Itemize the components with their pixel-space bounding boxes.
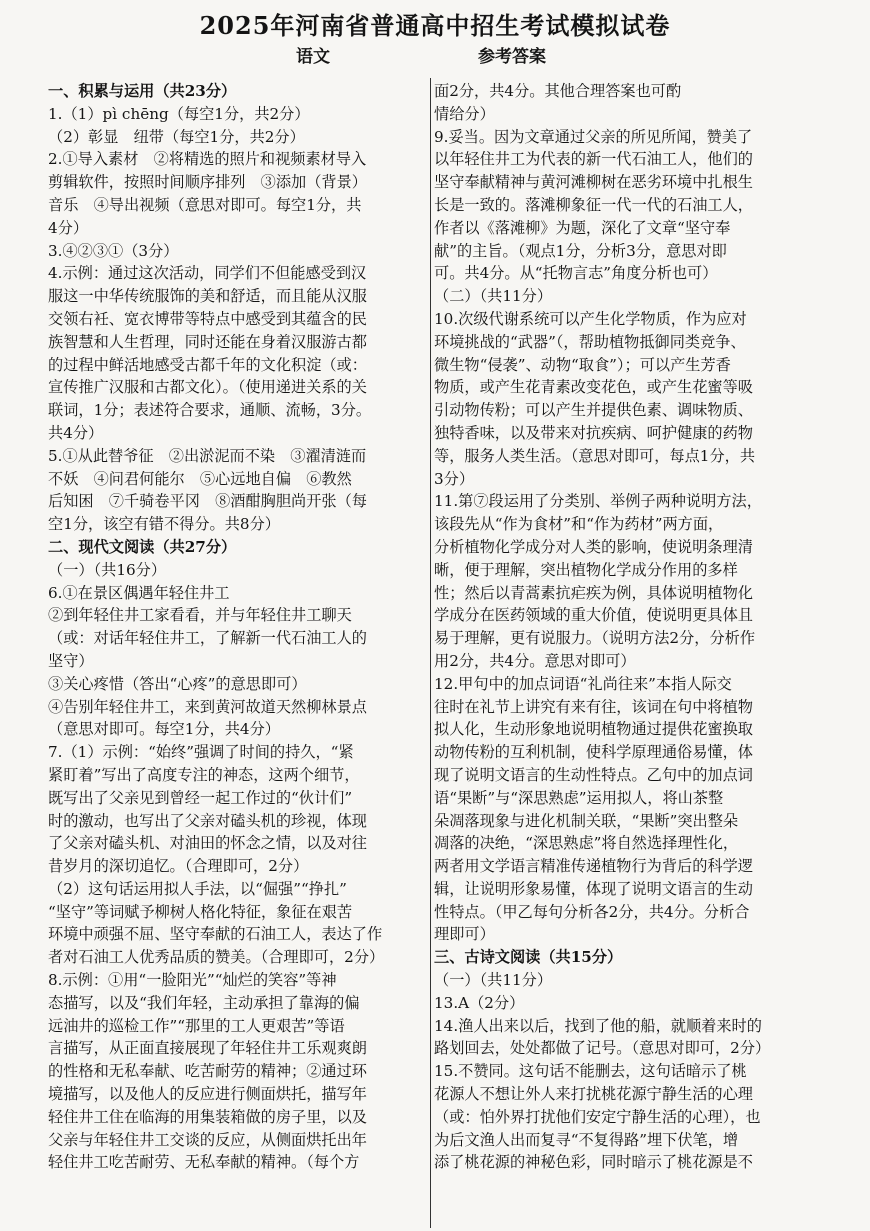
text-line: 为后文渔人出而复寻“不复得路”埋下伏笔，增 [434,1130,739,1149]
text-line: 5.①从此替爷征 ②出淤泥而不染 ③濯清涟而 [48,446,367,465]
text-line: 共4分） [48,423,104,442]
text-line: 空1分，该空有错不得分。共8分） [48,515,280,534]
text-line: 联词，1分；表述符合要求，通顺、流畅，3分。 [48,401,372,420]
text-line: （2）这句话运用拟人手法，以“倔强”“挣扎” [48,879,347,898]
text-line: 10.次级代谢系统可以产生化学物质，作为应对 [434,309,747,328]
text-line: 辑，让说明形象易懂，体现了说明文语言的生动 [434,879,753,898]
text-line: 7.（1）示例：“始终”强调了时间的持久，“紧 [48,743,354,762]
text-line: 易于理解，更有说服力。（说明方法2分，分析作 [434,629,756,648]
text-line: （一）（共16分） [48,560,167,579]
text-line: 分析植物化学成分对人类的影响，使说明条理清 [434,537,753,556]
column-divider [430,78,431,1228]
text-line: 不妖 ④问君何能尔 ⑤心远地自偏 ⑥教然 [48,469,352,488]
text-line: 6.①在景区偶遇年轻住井工 [48,583,230,602]
text-line: 等，服务人类生活。（意思对即可，每点1分，共 [434,446,756,465]
text-line: 态描写，以及“我们年轻，主动承担了靠海的偏 [48,993,360,1012]
text-line: 学成分在医药领域的重大价值，使说明更具体且 [434,606,753,625]
text-line: 13.A（2分） [434,993,525,1012]
text-line: 拟人化，生动形象地说明植物通过提供花蜜换取 [434,720,753,739]
text-line: （或：怕外界打扰他们安定宁静生活的心理），也 [434,1107,761,1126]
text-line: 朵凋落现象与进化机制关联，“果断”突出整朵 [434,811,739,830]
text-line: 可。共4分。从“托物言志”角度分析也可） [434,264,718,283]
text-line: 3分） [434,469,475,488]
text-line: 父亲与年轻住井工交谈的反应，从侧面烘托出年 [48,1130,367,1149]
text-line: 9.妥当。因为文章通过父亲的所见所闻，赞美了 [434,127,753,146]
text-line: 晰，便于理解，突出植物化学成分作用的多样 [434,560,738,579]
text-line: 后知困 ⑦千骑卷平冈 ⑧酒酣胸胆尚开张（每 [48,492,367,511]
left-column [48,80,424,1174]
text-line: （或：对话年轻住井工，了解新一代石油工人的 [48,629,367,648]
text-line: 独特香味，以及带来对抗疾病、呵护健康的药物 [434,423,753,442]
text-line: （二）（共11分） [434,287,553,306]
subject-label: 语文 [296,47,330,67]
text-line: 时的激动，也写出了父亲对磕头机的珍视，体现 [48,811,367,830]
text-line: “坚守”等词赋予柳树人格化特征，象征在艰苦 [48,902,353,921]
text-line: 坚守奉献精神与黄河滩柳树在恶劣环境中扎根生 [434,173,753,192]
text-line: 引动物传粉；可以产生并提供色素、调味物质、 [434,401,753,420]
text-line: 14.渔人出来以后，找到了他的船，就顺着来时的 [434,1016,762,1035]
text-line: 物质，或产生花青素改变花色，或产生花蜜等吸 [434,378,753,397]
text-line: 既写出了父亲见到曾经一起工作过的“伙计们” [48,788,353,807]
text-line: 以年轻住井工为代表的新一代石油工人，他们的 [434,150,753,169]
text-line: 用2分，共4分。意思对即可） [434,651,636,670]
text-line: 环境中顽强不屈、坚守奉献的石油工人，表达了作 [48,925,383,944]
text-line: 轻住井工住在临海的用集装箱做的房子里，以及 [48,1107,367,1126]
text-line: 交领右衽、宽衣博带等特点中感受到其蕴含的民 [48,309,367,328]
text-line: 现了说明文语言的生动性特点。乙句中的加点词 [434,765,753,784]
text-line: 献”的主旨。（观点1分，分析3分，意思对即 [434,241,727,260]
text-line: 凋落的决绝，“深思熟虑”将自然选择理性化， [434,834,739,853]
text-line: 情给分） [434,104,495,123]
text-line: 花源人不想让外人来打扰桃花源宁静生活的心理 [434,1085,753,1104]
text-line: 面2分，共4分。其他合理答案也可酌 [434,82,682,100]
text-line: （2）彰显 纽带（每空1分，共2分） [48,127,305,146]
text-line: 动物传粉的互利机制，使科学原理通俗易懂，体 [434,743,753,762]
text-line: 音乐 ④导出视频（意思对即可。每空1分，共 [48,195,362,214]
text-line: 语“果断”与“深思熟虑”运用拟人，将山茶整 [434,788,724,807]
text-line: 远油井的巡检工作”“那里的工人更艰苦”等语 [48,1016,345,1035]
text-line: 3.④②③①（3分） [48,241,179,260]
right-column [434,80,828,1174]
text-line: 性特点。（甲乙每句分析各2分，共4分。分析合 [434,902,750,921]
text-line: 环境挑战的“武器”（，帮助植物抵御同类竞争、 [434,332,746,351]
text-line: 紧盯着”写出了高度专注的神态，这两个细节， [48,765,360,784]
text-line: 作者以《落滩柳》为题，深化了文章“坚守奉 [434,218,731,237]
text-line: 宣传推广汉服和古都文化）。（使用递进关系的关 [48,378,367,397]
section-heading: 二、现代文阅读（共27分） [48,537,237,556]
answer-key-label: 参考答案 [478,47,546,67]
text-line: ③关心疼惜（答出“心疼”的意思即可） [48,674,307,693]
text-line: 理即可） [434,925,495,944]
text-line: ②到年轻住井工家看看，并与年轻住井工聊天 [48,606,352,625]
text-line: 的性格和无私奉献、吃苦耐劳的精神；②通过环 [48,1062,367,1081]
text-line: 1.（1）pì chēng（每空1分，共2分） [48,104,310,123]
text-line: 剪辑软件，按照时间顺序排列 ③添加（背景） [48,173,367,192]
text-line: （意思对即可。每空1分，共4分） [48,720,280,739]
text-line: 轻住井工吃苦耐劳、无私奉献的精神。（每个方 [48,1153,360,1172]
text-line: 者对石油工人优秀品质的赞美。（合理即可，2分） [48,948,385,967]
text-line: 添了桃花源的神秘色彩，同时暗示了桃花源是不 [434,1153,753,1172]
text-line: 境描写，以及他人的反应进行侧面烘托，描写年 [48,1085,367,1104]
text-line: 言描写，从正面直接展现了年轻住井工乐观爽朗 [48,1039,367,1058]
text-line: 11.第⑦段运用了分类别、举例子两种说明方法， [434,492,762,511]
text-line: 4.示例：通过这次活动，同学们不但能感受到汉 [48,264,367,283]
text-line: 族智慧和人生哲理，同时还能在身着汉服游古都 [48,332,367,351]
section-heading: 三、古诗文阅读（共15分） [434,948,623,967]
text-line: （一）（共11分） [434,971,553,990]
text-line: ④告别年轻住井工，来到黄河故道天然柳林景点 [48,697,367,716]
text-line: 该段先从“作为食材”和“作为药材”两方面， [434,515,724,534]
text-line: 4分） [48,218,89,237]
text-line: 服这一中华传统服饰的美和舒适，而且能从汉服 [48,287,367,306]
text-line: 性；然后以青蒿素抗疟疾为例，具体说明植物化 [434,583,753,602]
text-line: 昔岁月的深切追忆。（合理即可，2分） [48,857,309,876]
text-line: 往时在礼节上讲究有来有往，该词在句中将植物 [434,697,753,716]
section-heading: 一、积累与运用（共23分） [48,82,237,100]
text-line: 12.甲句中的加点词语“礼尚往来”本指人际交 [434,674,732,693]
text-line: 微生物“侵袭”、动物“取食”）；可以产生芳香 [434,355,731,374]
text-line: 路划回去，处处都做了记号。（意思对即可，2分） [434,1039,771,1058]
text-line: 了父亲对磕头机、对油田的怀念之情，以及对往 [48,834,367,853]
document-title: 2025年河南省普通高中招生考试模拟试卷 [199,11,671,40]
text-line: 长是一致的。落滩柳象征一代一代的石油工人， [434,195,753,214]
text-line: 8.示例：①用“一脸阳光”“灿烂的笑容”等神 [48,971,337,990]
text-line: 两者用文学语言精准传递植物行为背后的科学逻 [434,857,753,876]
text-line: 15.不赞同。这句话不能删去，这句话暗示了桃 [434,1062,747,1081]
text-line: 坚守） [48,651,94,670]
text-line: 的过程中鲜活地感受古都千年的文化积淀（或： [48,355,367,374]
text-line: 2.①导入素材 ②将精选的照片和视频素材导入 [48,150,367,169]
